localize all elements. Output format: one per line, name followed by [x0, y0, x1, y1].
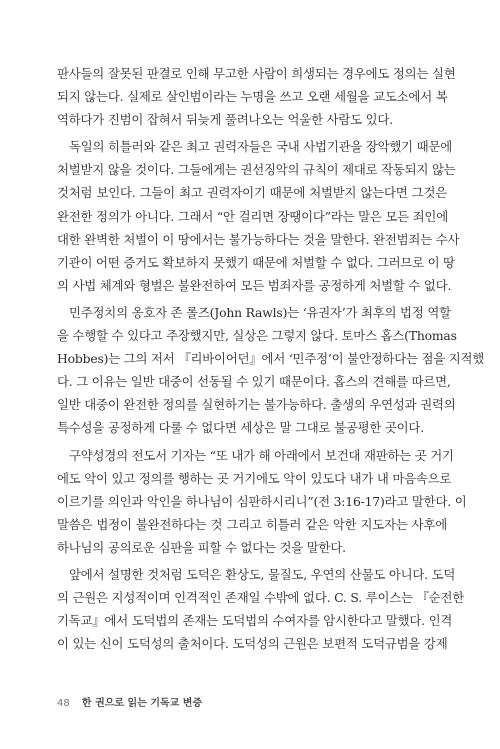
page-number: 48: [57, 698, 70, 709]
text-line: 특수성을 공정하게 다룰 수 없다면 세상은 말 그대로 불공평한 곳이다.: [57, 420, 424, 436]
text-line: 이르기를 의인과 악인을 하나님이 심판하시리니”(전 3:16-17)라고 말한다. 이: [57, 493, 467, 509]
text-line: 기관이 어떤 증거도 확보하지 못했기 때문에 처벌할 수 없다. 그러므로 이 땅: [57, 254, 455, 270]
text-line: 되지 않는다. 실제로 살인범이라는 누명을 쓰고 오랜 세월을 교도소에서 복: [57, 89, 448, 105]
text-line: 일반 대중이 완전한 정의를 실현하기는 불가능하다. 출생의 우연성과 권력의: [57, 397, 456, 413]
text-line: 이 있는 신이 도덕성의 출처이다. 도덕성의 근원은 보편적 도덕규범을 강제: [57, 636, 448, 652]
text-line: 앞에서 설명한 것처럼 도덕은 환상도, 물질도, 우연의 산물도 아니다. 도덕: [69, 566, 456, 582]
text-line: 의 사법 체계와 형벌은 불완전하여 모든 범죄자를 공정하게 처벌할 수 없다.: [57, 277, 452, 293]
text-line: 하나님의 공의로운 심판을 피할 수 없다는 것을 말한다.: [57, 539, 346, 555]
book-title: 한 권으로 읽는 기독교 변증: [81, 698, 203, 709]
paragraph-2: [57, 135, 460, 297]
text-line: 대한 완벽한 처벌이 이 땅에서는 불가능하다는 것을 말한다. 완전범죄는 수사: [57, 231, 460, 247]
paragraph-1: [57, 62, 456, 131]
page-footer: [57, 694, 202, 709]
text-line: 에도 악이 있고 정의를 행하는 곳 거기에도 악이 있도다 내가 내 마음속으로: [57, 470, 452, 486]
text-line: 구약성경의 전도서 기자는 “또 내가 해 아래에서 보건대 재판하는 곳 거기: [69, 447, 454, 463]
text-line: 기독교』에서 도덕법의 존재는 도덕법의 수여자를 암시한다고 말했다. 인격: [57, 613, 453, 629]
text-line: 것처럼 보인다. 그들이 최고 권력자이기 때문에 처벌받지 않는다면 그것은: [57, 185, 447, 201]
text-line: 다. 그 이유는 일반 대중이 선동될 수 있기 때문이다. 홉스의 견해를 따르면,: [57, 374, 451, 390]
paragraph-3: [57, 301, 485, 440]
text-line: 완전한 정의가 아니다. 그래서 “안 걸리면 장땡이다”라는 말은 모든 죄인에: [57, 208, 448, 224]
text-line: 역하다가 진범이 잡혀서 뒤늦게 풀려나오는 억울한 사람도 있다.: [57, 112, 393, 128]
text-line: 독일의 히틀러와 같은 최고 권력자들은 국내 사법기관을 장악했기 때문에: [69, 139, 452, 155]
text-line: Hobbes)는 그의 저서 『리바이어던』에서 ‘민주정’이 불안정하다는 점을 지적했: [57, 351, 485, 367]
text-line: 민주정치의 옹호자 존 롤즈(John Rawls)는 ‘유권자’가 최후의 법정 역할: [69, 304, 451, 320]
paragraph-5: [57, 563, 465, 655]
paragraph-4: [57, 444, 467, 559]
text-line: 말씀은 법정이 불완전하다는 것 그리고 히틀러 같은 악한 지도자는 사후에: [57, 516, 447, 532]
text-line: 의 근원은 지성적이며 인격적인 존재일 수밖에 없다. C. S. 루이스는 『순전한: [57, 590, 465, 606]
page-body: [57, 62, 485, 659]
text-line: 을 수행할 수 있다고 주장했지만, 실상은 그렇지 않다. 토마스 홉스(Thomas: [57, 328, 457, 344]
text-line: 판사들의 잘못된 판결로 인해 무고한 사람이 희생되는 경우에도 정의는 실현: [57, 66, 456, 81]
text-line: 처벌받지 않을 것이다. 그들에게는 권선징악의 규칙이 제대로 작동되지 않는: [57, 162, 456, 178]
